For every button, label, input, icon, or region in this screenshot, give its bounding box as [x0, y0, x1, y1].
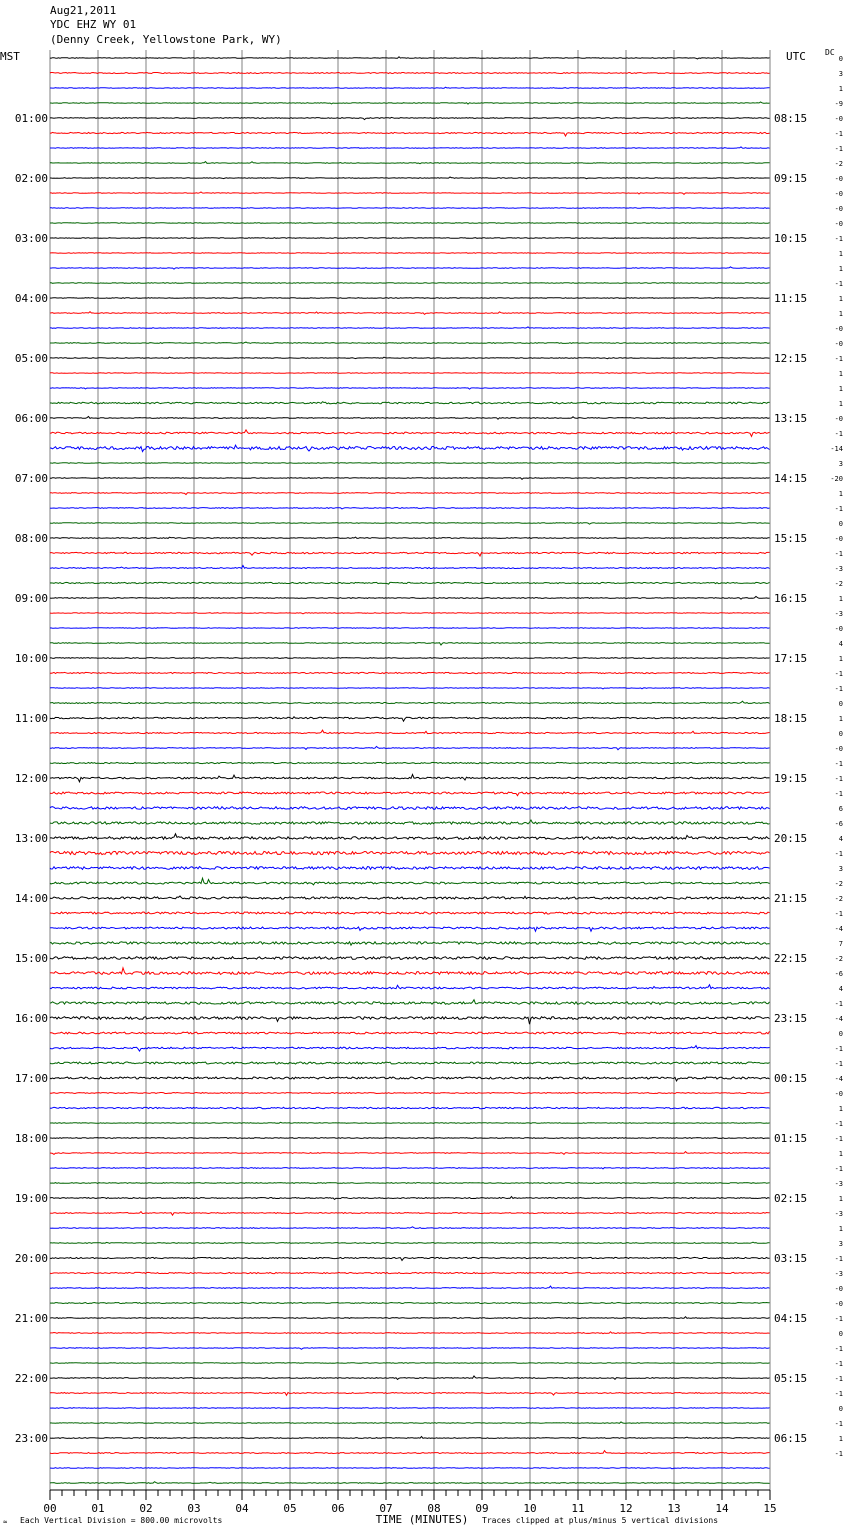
hour-label-utc: 11:15: [774, 292, 808, 305]
dc-offset-label: 1: [838, 1435, 843, 1443]
dc-offset-label: -1: [834, 685, 843, 693]
seismic-trace: [50, 1332, 770, 1334]
dc-offset-label: -1: [834, 130, 843, 138]
seismic-trace: [50, 1348, 770, 1350]
dc-offset-label: 3: [838, 1240, 843, 1248]
dc-offset-label: -3: [834, 1270, 843, 1278]
hour-label-mst: 20:00: [14, 1252, 48, 1265]
seismic-trace: [50, 1376, 770, 1379]
seismic-trace: [50, 792, 770, 796]
seismic-trace: [50, 1286, 770, 1288]
seismic-trace: [50, 132, 770, 136]
dc-offset-label: -0: [834, 220, 843, 228]
seismic-trace: [50, 1093, 770, 1094]
hour-label-utc: 01:15: [774, 1132, 808, 1145]
seismic-trace: [50, 417, 770, 420]
seismic-trace: [50, 523, 770, 525]
dc-offset-label: -1: [834, 850, 843, 858]
seismic-trace: [50, 208, 770, 209]
dc-offset-label: 1: [838, 295, 843, 303]
dc-offset-label: -1: [834, 760, 843, 768]
seismic-trace: [50, 283, 770, 284]
hour-label-utc: 04:15: [774, 1312, 808, 1325]
hour-label-utc: 08:15: [774, 112, 808, 125]
dc-offset-label: -3: [834, 565, 843, 573]
seismic-trace: [50, 402, 770, 404]
dc-offset-label: -3: [834, 610, 843, 618]
hour-label-mst: 10:00: [14, 652, 48, 665]
seismic-trace: [50, 717, 770, 722]
seismic-trace: [50, 238, 770, 239]
hour-label-utc: 17:15: [774, 652, 808, 665]
seismic-trace: [50, 807, 770, 810]
seismic-trace: [50, 566, 770, 569]
dc-offset-label: -1: [834, 280, 843, 288]
seismic-trace: [50, 746, 770, 749]
scale-mark-icon: ≈: [3, 1518, 8, 1526]
dc-offset-label: -9: [834, 100, 843, 108]
seismic-trace: [50, 508, 770, 509]
dc-offset-label: 0: [838, 520, 843, 528]
dc-offset-label: -0: [834, 745, 843, 753]
seismic-trace: [50, 342, 770, 343]
hour-label-mst: 18:00: [14, 1132, 48, 1145]
hour-label-mst: 14:00: [14, 892, 48, 905]
seismic-trace: [50, 102, 770, 104]
x-tick-label: 12: [619, 1502, 633, 1515]
dc-offset-label: -0: [834, 205, 843, 213]
dc-offset-label: -1: [834, 1060, 843, 1068]
seismic-trace: [50, 867, 770, 870]
dc-offset-label: -4: [834, 925, 843, 933]
dc-offset-label: -0: [834, 325, 843, 333]
dc-offset-label: -1: [834, 1360, 843, 1368]
seismic-trace: [50, 253, 770, 254]
seismic-trace: [50, 1138, 770, 1139]
dc-offset-label: -1: [834, 775, 843, 783]
dc-offset-label: -1: [834, 1045, 843, 1053]
seismic-trace: [50, 117, 770, 119]
seismic-trace: [50, 223, 770, 224]
hour-label-utc: 15:15: [774, 532, 808, 545]
hour-label-mst: 23:00: [14, 1432, 48, 1445]
hour-label-utc: 09:15: [774, 172, 808, 185]
hour-label-mst: 17:00: [14, 1072, 48, 1085]
dc-offset-label: -2: [834, 580, 843, 588]
dc-offset-label: -4: [834, 1015, 843, 1023]
seismic-trace: [50, 1046, 770, 1052]
right-timezone-label: UTC: [786, 50, 806, 63]
seismic-trace: [50, 162, 770, 164]
hour-label-utc: 14:15: [774, 472, 808, 485]
dc-offset-label: -0: [834, 115, 843, 123]
dc-offset-label: -6: [834, 820, 843, 828]
dc-offset-label: -1: [834, 235, 843, 243]
seismic-trace: [50, 147, 770, 148]
x-tick-label: 01: [91, 1502, 105, 1515]
x-tick-label: 03: [187, 1502, 201, 1515]
seismic-trace: [50, 1227, 770, 1229]
hour-label-mst: 09:00: [14, 592, 48, 605]
seismic-trace: [50, 628, 770, 629]
seismic-trace: [50, 1317, 770, 1319]
dc-offset-label: -2: [834, 880, 843, 888]
dc-offset-label: -1: [834, 910, 843, 918]
seismic-trace: [50, 1062, 770, 1064]
hour-label-mst: 06:00: [14, 412, 48, 425]
seismic-trace: [50, 896, 770, 899]
dc-offset-label: -1: [834, 1000, 843, 1008]
seismic-trace: [50, 942, 770, 945]
dc-offset-label: -4: [834, 1075, 843, 1083]
seismic-trace: [50, 1393, 770, 1396]
seismic-trace: [50, 643, 770, 645]
dc-offset-label: 6: [838, 805, 843, 813]
dc-offset-label: -1: [834, 790, 843, 798]
seismic-trace: [50, 730, 770, 734]
seismic-trace: [50, 373, 770, 374]
dc-offset-header: DC: [825, 48, 835, 57]
hour-label-utc: 05:15: [774, 1372, 808, 1385]
hour-label-utc: 13:15: [774, 412, 808, 425]
header-location: (Denny Creek, Yellowstone Park, WY): [50, 33, 282, 46]
seismic-trace: [50, 672, 770, 673]
dc-offset-label: -2: [834, 955, 843, 963]
seismic-trace: [50, 851, 770, 854]
dc-offset-label: 1: [838, 265, 843, 273]
dc-offset-label: -3: [834, 1180, 843, 1188]
seismic-trace: [50, 1077, 770, 1081]
hour-label-mst: 02:00: [14, 172, 48, 185]
seismic-trace: [50, 73, 770, 74]
hour-label-utc: 12:15: [774, 352, 808, 365]
dc-offset-label: 0: [838, 1030, 843, 1038]
hour-label-mst: 21:00: [14, 1312, 48, 1325]
seismic-trace: [50, 957, 770, 960]
dc-offset-label: -1: [834, 1165, 843, 1173]
hour-label-utc: 10:15: [774, 232, 808, 245]
dc-offset-label: 1: [838, 250, 843, 258]
dc-offset-label: -2: [834, 160, 843, 168]
dc-offset-label: 0: [838, 1330, 843, 1338]
x-tick-label: 04: [235, 1502, 249, 1515]
seismic-trace: [50, 1107, 770, 1108]
seismic-trace: [50, 1422, 770, 1423]
hour-label-utc: 21:15: [774, 892, 808, 905]
dc-offset-label: -0: [834, 415, 843, 423]
dc-offset-label: 4: [838, 640, 843, 648]
x-tick-label: 07: [379, 1502, 393, 1515]
dc-offset-label: 1: [838, 310, 843, 318]
dc-offset-label: -0: [834, 1300, 843, 1308]
dc-offset-label: 4: [838, 985, 843, 993]
seismic-trace: [50, 298, 770, 299]
dc-offset-label: 1: [838, 595, 843, 603]
seismic-trace: [50, 463, 770, 464]
dc-offset-label: -1: [834, 1450, 843, 1458]
dc-offset-label: -0: [834, 190, 843, 198]
dc-offset-label: 1: [838, 1150, 843, 1158]
seismic-trace: [50, 927, 770, 931]
hour-label-mst: 15:00: [14, 952, 48, 965]
seismic-trace: [50, 1363, 770, 1364]
seismic-trace: [50, 968, 770, 975]
hour-label-utc: 02:15: [774, 1192, 808, 1205]
hour-label-utc: 16:15: [774, 592, 808, 605]
dc-offset-label: 1: [838, 85, 843, 93]
hour-label-mst: 08:00: [14, 532, 48, 545]
x-tick-label: 00: [43, 1502, 57, 1515]
seismic-trace: [50, 537, 770, 538]
dc-offset-label: -1: [834, 430, 843, 438]
dc-offset-label: 1: [838, 715, 843, 723]
seismic-trace: [50, 701, 770, 703]
hour-label-mst: 16:00: [14, 1012, 48, 1025]
dc-offset-label: 1: [838, 400, 843, 408]
seismic-trace: [50, 478, 770, 480]
x-tick-label: 14: [715, 1502, 729, 1515]
dc-offset-label: -0: [834, 1285, 843, 1293]
header-station: YDC EHZ WY 01: [50, 18, 137, 31]
hour-label-mst: 04:00: [14, 292, 48, 305]
seismic-trace: [50, 552, 770, 556]
dc-offset-label: -0: [834, 340, 843, 348]
seismic-trace: [50, 312, 770, 315]
seismic-trace: [50, 192, 770, 194]
seismic-trace: [50, 613, 770, 614]
dc-offset-label: 0: [838, 1405, 843, 1413]
seismic-trace: [50, 658, 770, 659]
dc-offset-label: 3: [838, 70, 843, 78]
hour-label-mst: 12:00: [14, 772, 48, 785]
seismic-trace: [50, 596, 770, 599]
seismic-trace: [50, 1152, 770, 1155]
dc-offset-label: -20: [830, 475, 843, 483]
seismic-trace: [50, 820, 770, 824]
seismic-trace: [50, 1468, 770, 1469]
left-timezone-label: MST: [0, 50, 20, 63]
dc-offset-label: 1: [838, 490, 843, 498]
hour-label-mst: 01:00: [14, 112, 48, 125]
seismic-trace: [50, 1242, 770, 1243]
dc-offset-label: -1: [834, 505, 843, 513]
dc-offset-label: 1: [838, 655, 843, 663]
x-tick-label: 11: [571, 1502, 585, 1515]
hour-label-mst: 19:00: [14, 1192, 48, 1205]
hour-label-mst: 13:00: [14, 832, 48, 845]
x-axis-label: TIME (MINUTES): [375, 1513, 469, 1526]
dc-offset-label: 7: [838, 940, 843, 948]
seismic-trace: [50, 1212, 770, 1216]
hour-label-mst: 03:00: [14, 232, 48, 245]
seismic-trace: [50, 1122, 770, 1123]
dc-offset-label: -3: [834, 1210, 843, 1218]
hour-label-utc: 00:15: [774, 1072, 808, 1085]
dc-offset-label: -1: [834, 1345, 843, 1353]
seismic-trace: [50, 357, 770, 359]
dc-offset-label: 0: [838, 730, 843, 738]
seismic-trace: [50, 177, 770, 179]
seismic-trace: [50, 267, 770, 269]
seismic-trace: [50, 430, 770, 437]
hour-label-utc: 22:15: [774, 952, 808, 965]
seismic-trace: [50, 1303, 770, 1304]
seismic-trace: [50, 912, 770, 914]
dc-offset-label: -1: [834, 1255, 843, 1263]
seismic-trace: [50, 582, 770, 584]
dc-offset-label: 3: [838, 460, 843, 468]
x-tick-label: 08: [427, 1502, 441, 1515]
seismic-trace: [50, 1168, 770, 1169]
dc-offset-label: 1: [838, 1105, 843, 1113]
hour-label-utc: 20:15: [774, 832, 808, 845]
seismic-trace: [50, 834, 770, 840]
dc-offset-label: -0: [834, 175, 843, 183]
x-tick-label: 15: [763, 1502, 777, 1515]
dc-offset-label: -1: [834, 145, 843, 153]
x-tick-label: 09: [475, 1502, 489, 1515]
dc-offset-label: -0: [834, 1090, 843, 1098]
seismic-trace: [50, 1408, 770, 1409]
dc-offset-label: -1: [834, 550, 843, 558]
seismic-trace: [50, 57, 770, 59]
seismic-trace: [50, 1031, 770, 1034]
dc-offset-label: 0: [838, 55, 843, 63]
footer-scale-note: Each Vertical Division = 800.00 microvolts: [20, 1516, 223, 1525]
seismic-trace: [50, 327, 770, 328]
dc-offset-label: 4: [838, 835, 843, 843]
dc-offset-label: 1: [838, 385, 843, 393]
dc-offset-label: -1: [834, 670, 843, 678]
seismic-trace: [50, 1183, 770, 1184]
hour-label-mst: 07:00: [14, 472, 48, 485]
seismic-trace: [50, 1272, 770, 1273]
seismic-trace: [50, 388, 770, 389]
hour-label-utc: 06:15: [774, 1432, 808, 1445]
seismic-trace: [50, 445, 770, 451]
dc-offset-label: 1: [838, 1195, 843, 1203]
dc-offset-label: -1: [834, 1420, 843, 1428]
dc-offset-label: -0: [834, 535, 843, 543]
seismic-trace: [50, 688, 770, 689]
seismic-trace: [50, 1017, 770, 1024]
dc-offset-label: -1: [834, 1375, 843, 1383]
dc-offset-label: -1: [834, 1135, 843, 1143]
dc-offset-label: -0: [834, 625, 843, 633]
seismic-trace: [50, 493, 770, 495]
seismic-trace: [50, 1437, 770, 1439]
hour-label-mst: 11:00: [14, 712, 48, 725]
dc-offset-label: -1: [834, 355, 843, 363]
hour-label-utc: 03:15: [774, 1252, 808, 1265]
hour-label-utc: 23:15: [774, 1012, 808, 1025]
hour-label-utc: 19:15: [774, 772, 808, 785]
seismic-trace: [50, 1000, 770, 1005]
x-tick-label: 10: [523, 1502, 537, 1515]
dc-offset-label: -2: [834, 895, 843, 903]
seismic-trace: [50, 87, 770, 88]
seismic-trace: [50, 878, 770, 885]
x-tick-label: 05: [283, 1502, 297, 1515]
hour-label-utc: 18:15: [774, 712, 808, 725]
header-date: Aug21,2011: [50, 4, 117, 17]
hour-label-mst: 05:00: [14, 352, 48, 365]
seismic-trace: [50, 1257, 770, 1260]
x-tick-label: 13: [667, 1502, 681, 1515]
dc-offset-label: 1: [838, 370, 843, 378]
dc-offset-label: -1: [834, 1315, 843, 1323]
dc-offset-label: 3: [838, 865, 843, 873]
seismic-trace: [50, 775, 770, 782]
seismic-trace: [50, 762, 770, 763]
seismic-trace: [50, 985, 770, 989]
seismic-trace: [50, 1482, 770, 1484]
seismic-trace: [50, 1451, 770, 1454]
dc-offset-label: 1: [838, 1225, 843, 1233]
dc-offset-label: -1: [834, 1390, 843, 1398]
dc-offset-label: -6: [834, 970, 843, 978]
dc-offset-label: 0: [838, 700, 843, 708]
hour-label-mst: 22:00: [14, 1372, 48, 1385]
dc-offset-label: -1: [834, 1120, 843, 1128]
x-tick-label: 06: [331, 1502, 345, 1515]
footer-clip-note: Traces clipped at plus/minus 5 vertical divisions: [482, 1516, 719, 1525]
dc-offset-label: -14: [830, 445, 843, 453]
seismic-trace: [50, 1197, 770, 1200]
x-tick-label: 02: [139, 1502, 153, 1515]
